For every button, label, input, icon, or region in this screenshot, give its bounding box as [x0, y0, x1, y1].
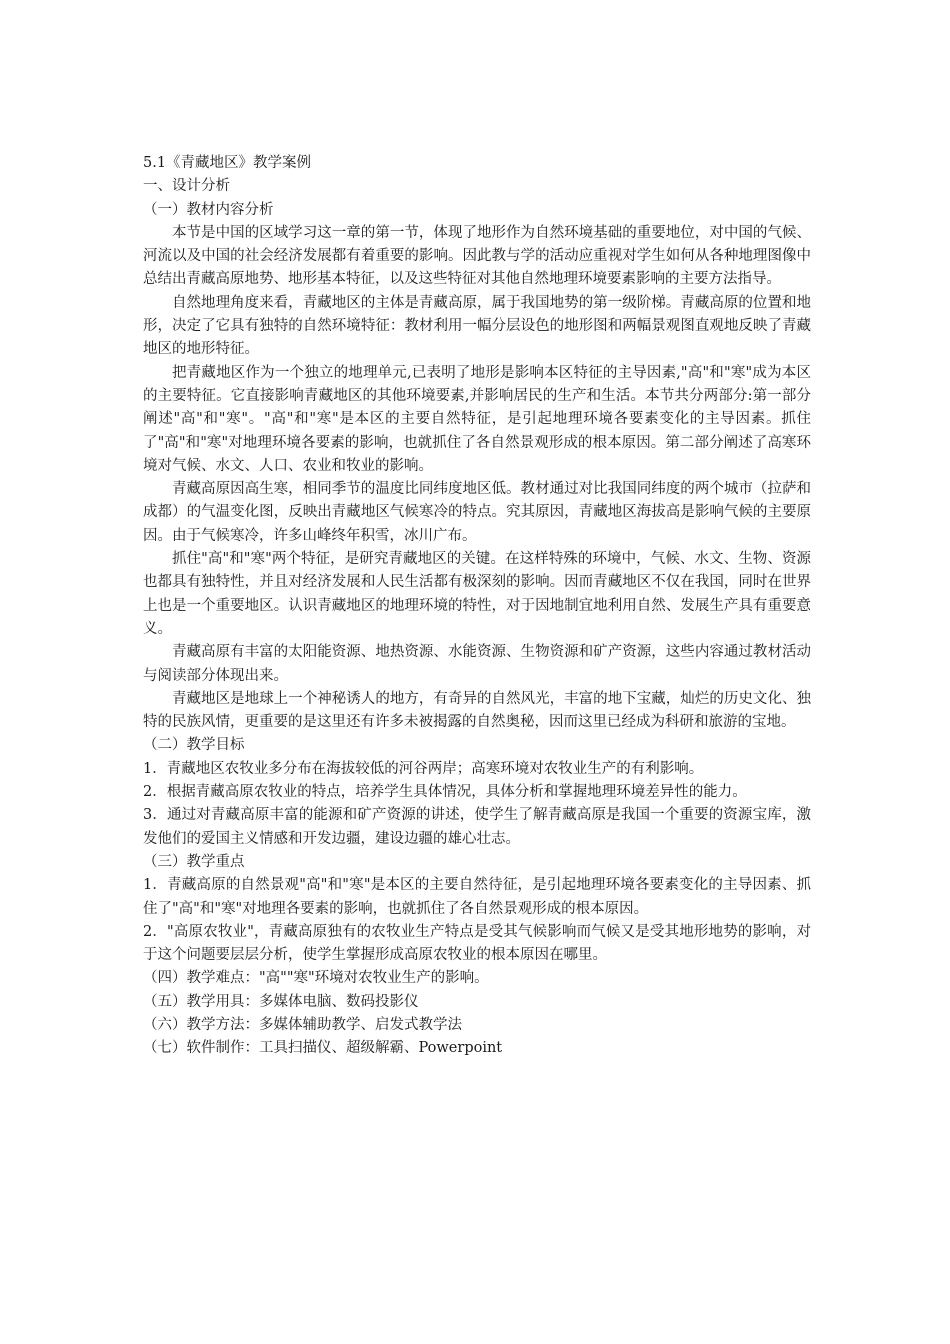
subheading-material-analysis: （一）教材内容分析 [143, 201, 274, 218]
subheading-difficulty: （四）教学难点："高""寒"环境对农牧业生产的影响。 [143, 970, 489, 987]
document-page [143, 152, 811, 1061]
goal-item: 1．青藏地区农牧业多分布在海拔较低的河谷两岸；高寒环境对农牧业生产的有利影响。 [143, 760, 704, 777]
subheading-software: （七）软件制作：工具扫描仪、超级解霸、Powerpoint [143, 1040, 503, 1057]
paragraph: 把青藏地区作为一个独立的地理单元,已表明了地形是影响本区特征的主导因素,"高"和"寒"成为本区的主要特征。它直接影响青藏地区的其他环境要素,并影响居民的生产和生活。本节共分两部分:第一部分阐述"高"和"寒"。"高"和"寒"是本区的主要自然特征，是引起地理环境各要素变化的主导因素。抓住了"高"和"寒"对地理环境各要素的影响，也就抓住了各自然景观形成的根本原因。第二部分阐述了高寒环境对气候、水文、人口、农业和牧业的影响。 [143, 364, 811, 474]
paragraph: 自然地理角度来看，青藏地区的主体是青藏高原，属于我国地势的第一级阶梯。青藏高原的位置和地形，决定了它具有独特的自然环境特征：教材利用一幅分层设色的地形图和两幅景观图直观地反映了青藏地区的地形特征。 [143, 294, 811, 358]
key-point-item: 2．"高原农牧业"，青藏高原独有的农牧业生产特点是受其气候影响而气候又是受其地形地势的影响，对于这个问题要层层分析，使学生掌握形成高原农牧业的根本原因在哪里。 [143, 923, 811, 964]
key-point-item: 1．青藏高原的自然景观"高"和"寒"是本区的主要自然待征，是引起地理环境各要素变化的主导因素、抓住了"高"和"寒"对地理各要素的影响，也就抓住了各自然景观形成的根本原因。 [143, 877, 811, 917]
paragraph: 抓住"高"和"寒"两个特征，是研究青藏地区的关键。在这样特殊的环境中，气候、水文、生物、资源也都具有独特性，并且对经济发展和人民生活都有极深刻的影响。因而青藏地区不仅在我国，同时在世界上也是一个重要地区。认识青藏地区的地理环境的特性，对于因地制宜地利用自然、发展生产具有重要意义。 [143, 551, 811, 637]
paragraph: 青藏地区是地球上一个神秘诱人的地方，有奇异的自然风光，丰富的地下宝藏，灿烂的历史文化、独特的民族风情，更重要的是这里还有许多未被揭露的自然奥秘，因而这里已经成为科研和旅游的宝地。 [143, 690, 811, 731]
subheading-key-points: （三）教学重点 [143, 853, 245, 870]
subheading-tools: （五）教学用具：多媒体电脑、数码投影仪 [143, 993, 419, 1010]
subheading-methods: （六）教学方法：多媒体辅助教学、启发式教学法 [143, 1016, 462, 1033]
paragraph: 青藏高原因高生寒，相同季节的温度比同纬度地区低。教材通过对比我国同纬度的两个城市（拉萨和成都）的气温变化图，反映出青藏地区气候寒冷的特点。究其原因，青藏地区海拔高是影响气候的主要原因。由于气候寒冷，许多山峰终年积雪，冰川广布。 [143, 481, 811, 544]
document-title: 5.1《青藏地区》教学案例 [143, 155, 312, 171]
paragraph: 青藏高原有丰富的太阳能资源、地热资源、水能资源、生物资源和矿产资源，这些内容通过教材活动与阅读部分体现出来。 [143, 644, 811, 684]
paragraph: 本节是中国的区域学习这一章的第一节，体现了地形作为自然环境基础的重要地位，对中国的气候、河流以及中国的社会经济发展都有着重要的影响。因此教与学的活动应重视对学生如何从各种地理图像中总结出青藏高原地势、地形基本特征，以及这些特征对其他自然地理环境要素影响的主要方法指导。 [143, 224, 811, 288]
subheading-teaching-goals: （二）教学目标 [143, 737, 245, 754]
goal-item: 3．通过对青藏高原丰富的能源和矿产资源的讲述，使学生了解青藏高原是我国一个重要的资源宝库，激发他们的爱国主义情感和开发边疆，建设边疆的雄心壮志。 [143, 807, 811, 847]
goal-item: 2．根据青藏高原农牧业的特点，培养学生具体情况，具体分析和掌握地理环境差异性的能力。 [143, 784, 747, 801]
section-heading-design-analysis: 一、设计分析 [143, 178, 230, 195]
